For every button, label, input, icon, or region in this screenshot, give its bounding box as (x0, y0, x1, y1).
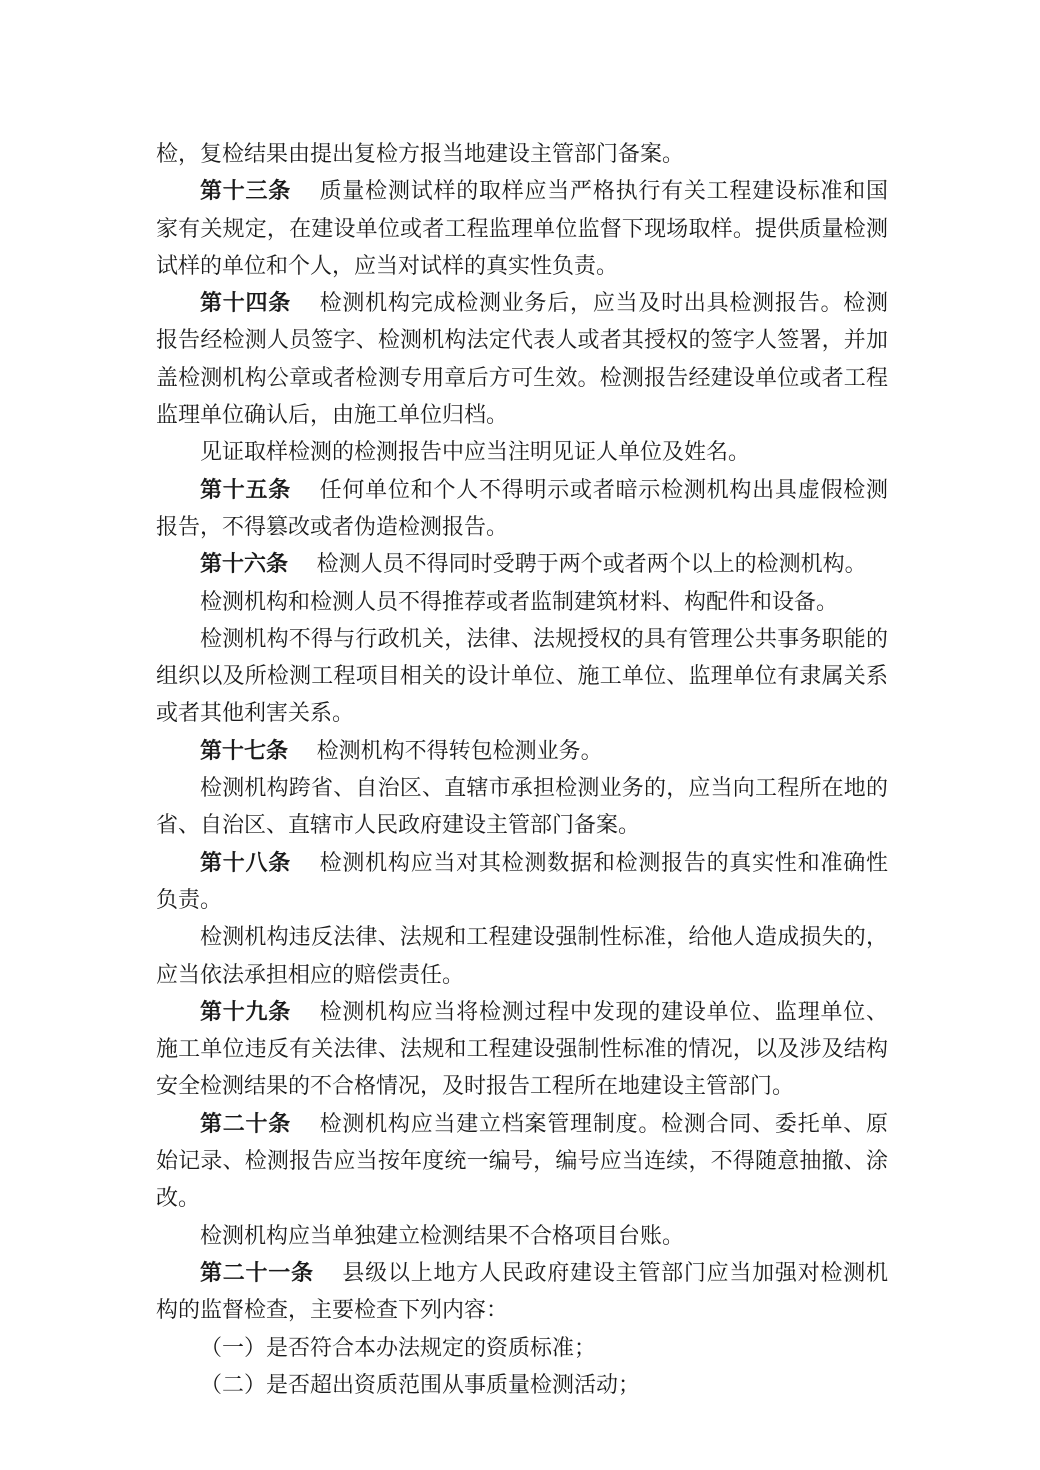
paragraph (156, 1255, 888, 1330)
paragraph-text: 县级以上地方人民政府建设主管部门应当加强对检测机构的监督检查，主要检查下列内容： (156, 1260, 888, 1324)
paragraph (156, 621, 888, 733)
paragraph (156, 584, 888, 621)
paragraph-text: 检测人员不得同时受聘于两个或者两个以上的检测机构。 (316, 552, 867, 578)
article-heading: 第二十一条 (200, 1260, 314, 1286)
article-heading: 第十七条 (200, 738, 289, 764)
paragraph-text: 检测机构不得转包检测业务。 (316, 738, 603, 764)
paragraph (156, 136, 888, 173)
paragraph-text: 检测机构应当将检测过程中发现的建设单位、监理单位、施工单位违反有关法律、法规和工程建设强制性标准的情况，以及涉及结构安全检测结果的不合格情况，及时报告工程所在地建设主管部门。 (156, 999, 888, 1100)
list-item-text: （一）是否符合本办法规定的资质标准； (200, 1335, 597, 1361)
paragraph (156, 173, 888, 285)
paragraph (156, 1106, 888, 1218)
paragraph-text: 检，复检结果由提出复检方报当地建设主管部门备案。 (156, 142, 685, 167)
article-heading: 第十九条 (200, 999, 292, 1025)
paragraph (156, 1218, 888, 1255)
paragraph-text: 检测机构应当建立档案管理制度。检测合同、委托单、原始记录、检测报告应当按年度统一编号，编号应当连续，不得随意抽撤、涂改。 (156, 1111, 888, 1212)
paragraph (156, 546, 888, 583)
paragraph-text: 任何单位和个人不得明示或者暗示检测机构出具虚假检测报告，不得篡改或者伪造检测报告。 (156, 477, 888, 540)
paragraph (156, 770, 888, 845)
paragraph-text: 检测机构和检测人员不得推荐或者监制建筑材料、构配件和设备。 (200, 589, 839, 615)
list-item (156, 1367, 888, 1404)
article-heading: 第十五条 (200, 477, 292, 503)
paragraph (156, 845, 888, 920)
article-heading: 第二十条 (200, 1111, 292, 1137)
document-body (156, 136, 888, 1404)
paragraph (156, 733, 888, 770)
paragraph-text: 检测机构应当对其检测数据和检测报告的真实性和准确性负责。 (156, 850, 888, 913)
paragraph (156, 919, 888, 994)
paragraph (156, 285, 888, 434)
paragraph-text: 检测机构不得与行政机关，法律、法规授权的具有管理公共事务职能的组织以及所检测工程项目相关的设计单位、施工单位、监理单位有隶属关系或者其他利害关系。 (156, 626, 888, 727)
paragraph-text: 检测机构完成检测业务后，应当及时出具检测报告。检测报告经检测人员签字、检测机构法定代表人或者其授权的签字人签署，并加盖检测机构公章或者检测专用章后方可生效。检测报告经建设单位或者工程监理单位确认后，由施工单位归档。 (156, 291, 888, 429)
list-item (156, 1330, 888, 1367)
paragraph (156, 994, 888, 1106)
paragraph-text: 质量检测试样的取样应当严格执行有关工程建设标准和国家有关规定，在建设单位或者工程监理单位监督下现场取样。提供质量检测试样的单位和个人，应当对试样的真实性负责。 (156, 179, 888, 279)
paragraph-text: 见证取样检测的检测报告中应当注明见证人单位及姓名。 (200, 440, 751, 466)
article-heading: 第十八条 (200, 850, 292, 876)
article-heading: 第十六条 (200, 552, 289, 578)
paragraph-text: 检测机构应当单独建立检测结果不合格项目台账。 (200, 1223, 685, 1249)
paragraph-text: 检测机构跨省、自治区、直辖市承担检测业务的，应当向工程所在地的省、自治区、直辖市人民政府建设主管部门备案。 (156, 776, 888, 839)
paragraph-text: 检测机构违反法律、法规和工程建设强制性标准，给他人造成损失的，应当依法承担相应的赔偿责任。 (156, 925, 888, 988)
article-heading: 第十三条 (200, 179, 292, 205)
list-item-text: （二）是否超出资质范围从事质量检测活动； (200, 1372, 641, 1398)
paragraph (156, 472, 888, 547)
article-heading: 第十四条 (200, 291, 292, 317)
paragraph (156, 434, 888, 471)
